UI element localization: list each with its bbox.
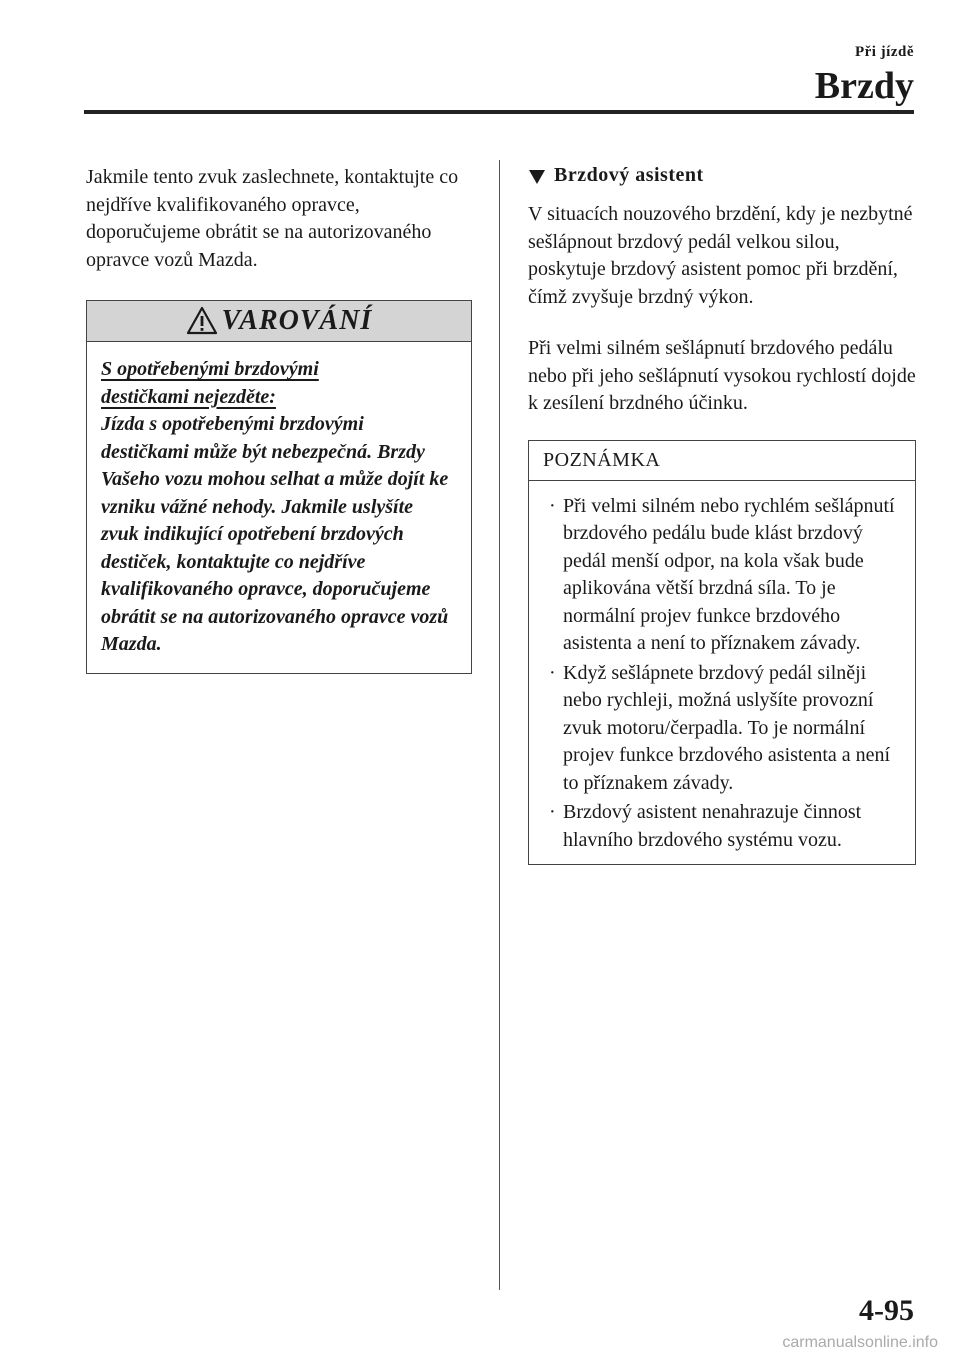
bullet-icon: · [549,661,556,684]
warning-lead [101,384,453,412]
page-title: Brzdy [814,65,914,107]
paragraph-2: Při velmi silném sešlápnutí brzdového pedálu nebo při jeho sešlápnutí vysokou rychlostí dojde k zesílení brzdného účinku. [528,337,916,414]
warning-lead-line-1: S opotřebenými brzdovými [101,358,319,380]
note-body [529,481,915,865]
down-triangle-icon [528,169,546,185]
page-number: 4-95 [859,1294,914,1327]
warning-title: VAROVÁNÍ [221,305,373,336]
note-item [543,660,901,798]
bullet-icon: · [549,494,556,517]
note-item-text: Když sešlápnete brzdový pedál silněji nebo rychleji, možná uslyšíte provozní zvuk motoru/čerpadla. To je normální projev funkce brzdového asistenta a není to příznakem závady. [563,661,891,794]
watermark: carmanualsonline.info [782,1334,938,1351]
note-item [543,799,901,854]
page-header [815,44,914,105]
subsection-title: Brzdový asistent [554,164,704,186]
warning-body [87,342,471,673]
column-divider [499,160,500,1290]
note-item [543,493,901,658]
subsection-heading [528,164,916,187]
note-item-text: Brzdový asistent nenahrazuje činnost hlavního brzdového systému vozu. [563,801,862,851]
right-column [528,164,916,865]
left-column [86,164,472,674]
warning-triangle-icon [186,306,218,336]
note-box [528,440,916,866]
intro-paragraph: Jakmile tento zvuk zaslechnete, kontaktujte co nejdříve kvalifikovaného opravce, doporučujeme obrátit se na autorizovaného opravce vozů Mazda. [86,166,459,271]
warning-box [86,300,472,674]
note-title: POZNÁMKA [529,441,915,481]
note-item-text: Při velmi silném nebo rychlém sešlápnutí brzdového pedálu bude klást brzdový pedál menší odpor, na kola však bude aplikována větší brzdná síla. To je normální projev funkce brzdového asistenta a není to příznakem závady. [563,494,895,654]
section-label: Při jízdě [854,44,914,60]
header-rule [84,110,914,114]
bullet-icon: · [549,801,556,823]
warning-header [87,301,471,342]
warning-text: Jízda s opotřebenými brzdovými destičkami může být nebezpečná. Brzdy Vašeho vozu mohou selhat a může dojít ke vzniku vážné nehody. Jakmile uslyšíte zvuk indikující opotřebení brzdových destiček, kontaktujte co nejdříve kvalifikovaného opravce, doporučujeme obrátit se na autorizovaného opravce vozů Mazda. [101,413,449,655]
paragraph-1: V situacích nouzového brzdění, kdy je nezbytné sešlápnout brzdový pedál velkou silou, poskytuje brzdový asistent pomoc při brzdění, čímž zvyšuje brzdný výkon. [528,203,913,308]
warning-lead-line-2: destičkami nejezděte: [101,385,276,408]
note-list [543,493,901,855]
warning-lead [101,356,453,384]
